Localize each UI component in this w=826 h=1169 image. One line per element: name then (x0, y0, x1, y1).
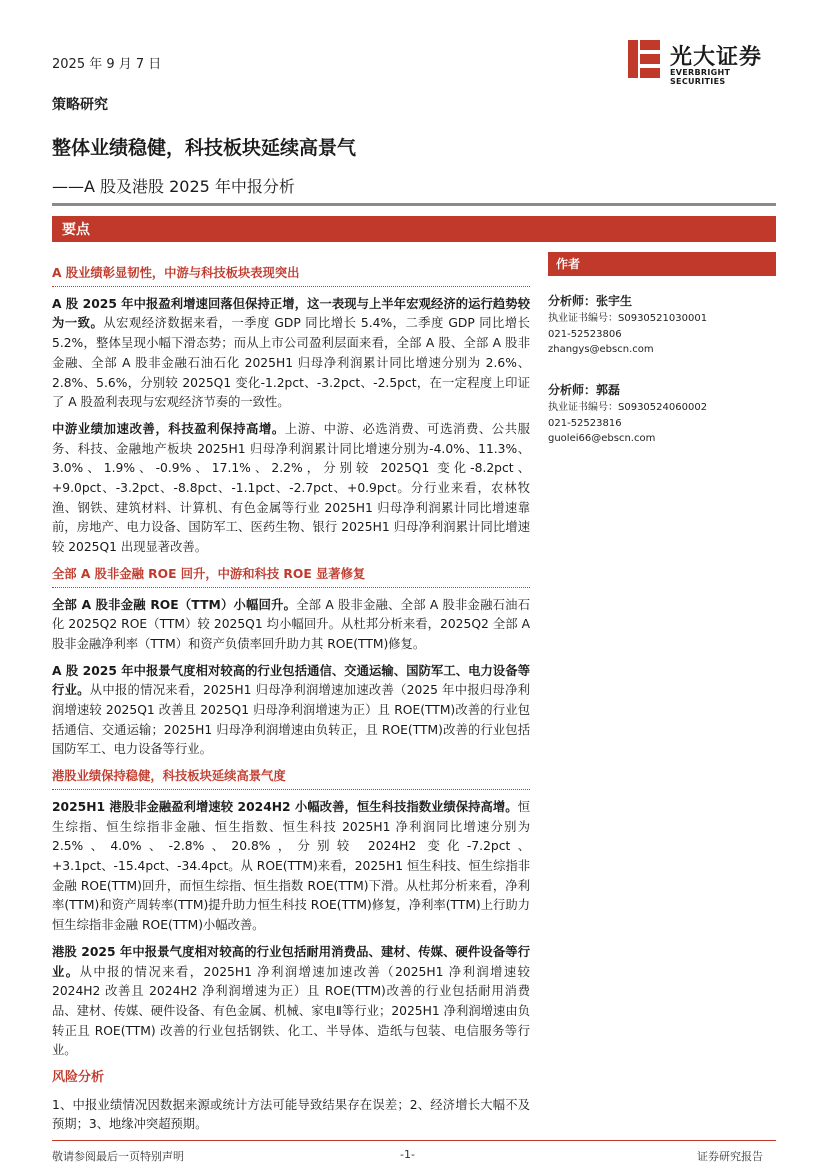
risk-text: 1、中报业绩情况因数据来源或统计方法可能导致结果存在误差；2、经济增长大幅不及预期；3、地缘冲突超预期。 (52, 1097, 530, 1132)
paragraph (52, 295, 530, 413)
report-date: 2025 年 9 月 7 日 (52, 57, 162, 72)
everbright-logo-icon (626, 38, 664, 80)
key-points-band (52, 216, 776, 242)
brand-logo (626, 38, 776, 86)
paragraph (52, 943, 530, 1061)
analyst-name: 分析师：张宇生 (548, 294, 633, 308)
analyst-name: 分析师：郭磊 (548, 383, 621, 397)
paragraph-text: 从中报的情况来看，2025H1 净利润增速加速改善（2025H1 净利润增速较 2024H2 改善且 2024H2 净利润增速为正）且 ROE(TTM)改善的行业包括耐用消费品、建材、传媒、硬件设备、有色金属、机械、家电Ⅱ等行业；2025H1 净利润增速由负转正且 ROE(TTM) 改善的行业包括钢铁、化工、半导体、造纸与包装、电信服务等行业。 (52, 964, 530, 1058)
paragraph-text: 全部 A 股非金融、全部 A 股非金融石油石化 2025Q2 ROE（TTM）较 2025Q1 均小幅回升。从杜邦分析来看，2025Q2 全部 A 股非金融净利率（TTM）和资产负债率回升助力其 ROE(TTM)修复。 (52, 597, 530, 651)
paragraph-text: 从宏观经济数据来看，一季度 GDP 同比增长 5.4%，二季度 GDP 同比增长 5.2%，整体呈现小幅下滑态势；而从上市公司盈利层面来看，全部 A 股、全部 A 股非金融、全部 A 股非金融石油石化 2025H1 归母净利润累计同比增速分别为 2.6%、2.8%、5.6%，分别较 2025Q1 变化-1.2pct、-3.2pct、-2.5pct，在一定程度上印证了 A 股盈利表现与宏观经济节奏的一致性。 (52, 316, 530, 410)
brand-name-cn: 光大证券 (670, 45, 763, 70)
paragraph (52, 420, 530, 558)
analyst-phone: 021-52523806 (548, 328, 622, 340)
analyst-email[interactable]: zhangys@ebscn.com (548, 344, 654, 355)
key-points-body (52, 260, 530, 1142)
paragraph-text: 上游、中游、必选消费、可选消费、公共服务、科技、金融地产板块 2025H1 归母净利润累计同比增速分别为-4.0%、11.3%、3.0%、1.9%、-0.9%、17.1%、2.2%，分别较 2025Q1 变化-8.2pct、+9.0pct、-3.2pct、-8.8pct、-1.1pct、-2.7pct、+0.9pct。分行业来看，农林牧渔、钢铁、建筑材料、计算机、有色金属等行业 2025H1 归母净利润累计同比增速靠前，房地产、电力设备、国防军工、医药生物、银行 2025H1 归母净利润累计同比增速较 2025Q1 出现显著改善。 (52, 421, 530, 555)
paragraph (52, 596, 530, 655)
report-title: 整体业绩稳健，科技板块延续高景气 (52, 137, 357, 159)
analyst-card (548, 292, 776, 358)
paragraph-lead: 港股 2025 年中报景气度相对较高的行业包括耐用消费品、建材、传媒、硬件设备等行业。 (52, 944, 530, 979)
section-heading: A 股业绩彰显韧性，中游与科技板块表现突出 (52, 264, 530, 287)
paragraph (52, 798, 530, 936)
author-band (548, 252, 776, 276)
footer-doc-type: 证券研究报告 (697, 1150, 763, 1163)
footer-divider (52, 1140, 776, 1141)
analyst-card (548, 381, 776, 447)
report-subtitle: ——A 股及港股 2025 年中报分析 (52, 177, 295, 196)
report-category: 策略研究 (52, 97, 108, 113)
key-points-label: 要点 (62, 222, 90, 238)
paragraph-lead: A 股 2025 年中报景气度相对较高的行业包括通信、交通运输、国防军工、电力设备等行业。 (52, 663, 530, 698)
paragraph-text: 从中报的情况来看，2025H1 归母净利润增速加速改善（2025 年中报归母净利润增速较 2025Q1 改善且 2025Q1 归母净利润增速为正）且 ROE(TTM)改善的行业包括通信、交通运输；2025H1 归母净利润增速由负转正，且 ROE(TTM)改善的行业包括国防军工、电力设备等行业。 (52, 683, 530, 757)
brand-name-en: EVERBRIGHT SECURITIES (670, 68, 731, 86)
analyst-email[interactable]: guolei66@ebscn.com (548, 433, 656, 444)
analyst-cert: 执业证书编号：S0930521030001 (548, 313, 708, 324)
paragraph-lead: A 股 2025 年中报盈利增速回落但保持正增，这一表现与上半年宏观经济的运行趋势较为一致。 (52, 296, 530, 331)
paragraph (52, 662, 530, 761)
section-heading: 港股业绩保持稳健，科技板块延续高景气度 (52, 767, 530, 790)
analyst-cert: 执业证书编号：S0930524060002 (548, 402, 708, 413)
risk-heading: 风险分析 (52, 1070, 105, 1086)
paragraph-text: 恒生综指、恒生综指非金融、恒生指数、恒生科技 2025H1 净利润同比增速分别为 2.5%、4.0%、-2.8%、20.8%，分别较 2024H2 变化-7.2pct、+3.1pct、-15.4pct、-34.4pct。从 ROE(TTM)来看，2025H1 恒生科技、恒生综指非金融 ROE(TTM)回升，而恒生综指、恒生指数 ROE(TTM)下滑。从杜邦分析来看，净利率(TTM)和资产周转率(TTM)提升助力恒生科技 ROE(TTM)修复，净利率(TTM)上行助力恒生综指非金融 ROE(TTM)小幅改善。 (52, 799, 530, 933)
title-divider (52, 203, 776, 206)
page-number: -1- (400, 1148, 415, 1161)
paragraph-lead: 中游业绩加速改善，科技盈利保持高增。 (52, 421, 285, 436)
paragraph-lead: 2025H1 港股非金融盈利增速较 2024H2 小幅改善，恒生科技指数业绩保持高增。 (52, 799, 518, 814)
paragraph-lead: 全部 A 股非金融 ROE（TTM）小幅回升。 (52, 597, 297, 612)
footer-disclaimer: 敬请参阅最后一页特别声明 (52, 1150, 184, 1163)
analyst-phone: 021-52523816 (548, 417, 622, 429)
author-label: 作者 (556, 257, 581, 271)
section-heading: 全部 A 股非金融 ROE 回升，中游和科技 ROE 显著修复 (52, 565, 530, 588)
